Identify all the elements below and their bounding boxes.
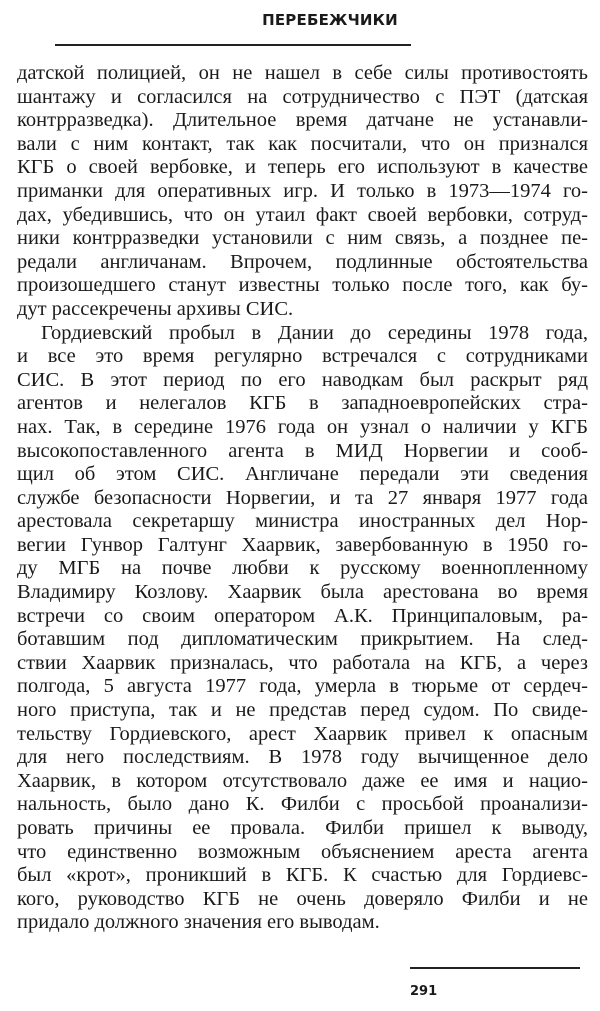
running-header: ПЕРЕБЕЖЧИКИ <box>262 11 398 29</box>
text-line-row <box>17 557 588 581</box>
text-line-row <box>17 133 588 157</box>
text-line: высокопоставленного агента в МИД Норвегии и сооб- <box>17 439 588 462</box>
text-line: контрразведка). Длительное время датчане не устанавли- <box>17 109 588 132</box>
text-line: ствии Хаарвик призналась, что работала на КГБ, а через <box>17 651 588 674</box>
text-line: приманки для оперативных игр. И только в 1973—1974 го- <box>17 179 588 202</box>
text-line-row <box>17 86 588 110</box>
text-line-row <box>17 723 588 747</box>
text-line-row <box>17 227 588 251</box>
text-line: нах. Так, в середине 1976 года он узнал о наличии у КГБ <box>17 415 588 438</box>
text-line-row <box>17 817 588 841</box>
text-line-row <box>17 62 588 86</box>
text-line: нальность, было дано К. Филби с просьбой проанализи- <box>17 793 588 816</box>
paragraph <box>17 62 588 322</box>
text-line: был «крот», проникший в КГБ. К счастью для Гордиевс- <box>17 864 588 887</box>
text-line-row <box>17 510 588 534</box>
text-line-row <box>17 298 588 322</box>
text-line-row <box>17 911 588 935</box>
text-line: произошедшего станут известны только после того, как бу- <box>17 274 588 297</box>
text-line-row <box>17 463 588 487</box>
text-line: и все это время регулярно встречался с сотрудниками <box>17 345 588 368</box>
text-line-row <box>17 369 588 393</box>
text-line-row <box>17 109 588 133</box>
text-line: что единственно возможным объяснением ареста агента <box>17 840 588 863</box>
text-line-row <box>17 770 588 794</box>
text-line: редали англичанам. Впрочем, подлинные обстоятельства <box>17 250 588 273</box>
page-number: 291 <box>410 984 438 999</box>
body-text <box>17 62 588 935</box>
footer-rule <box>410 967 580 969</box>
text-line: СИС. В этот период по его наводкам был раскрыт ряд <box>17 368 588 391</box>
text-line: КГБ о своей вербовке, и теперь его используют в качестве <box>17 156 588 179</box>
text-line-row <box>17 392 588 416</box>
text-line: дут рассекречены архивы СИС. <box>17 297 294 320</box>
text-line-row <box>17 534 588 558</box>
text-line-row <box>17 251 588 275</box>
text-line-row <box>17 204 588 228</box>
text-line-row <box>17 322 588 346</box>
text-line-row <box>17 440 588 464</box>
text-line-row <box>17 652 588 676</box>
text-line: ного приступа, так и не представ перед судом. По свиде- <box>17 699 588 722</box>
text-line-row <box>17 605 588 629</box>
text-line: для него последствиям. В 1978 году вычищенное дело <box>17 746 588 769</box>
text-line: кого, руководство КГБ не очень доверяло Филби и не <box>17 887 588 910</box>
text-line: ники контрразведки установили с ним связь, а позднее пе- <box>17 227 588 250</box>
text-line-row <box>17 274 588 298</box>
text-line: ду МГБ на почве любви к русскому военнопленному <box>17 557 588 580</box>
text-line-row <box>17 416 588 440</box>
text-line: арестовала секретаршу министра иностранных дел Нор- <box>17 510 588 533</box>
text-line: вали с ним контакт, так как посчитали, что он признался <box>17 132 588 155</box>
text-line-row <box>17 864 588 888</box>
text-line: Гордиевский пробыл в Дании до середины 1978 года, <box>41 321 588 344</box>
text-line-row <box>17 581 588 605</box>
text-line-row <box>17 699 588 723</box>
text-line: шантажу и согласился на сотрудничество с ПЭТ (датская <box>17 85 588 108</box>
header-rule <box>55 44 411 46</box>
text-line-row <box>17 345 588 369</box>
text-line: тельству Гордиевского, арест Хаарвик привел к опасным <box>17 722 588 745</box>
text-line: службе безопасности Норвегии, и та 27 января 1977 года <box>17 486 588 509</box>
text-line: ровать причины ее провала. Филби пришел к выводу, <box>17 817 588 839</box>
text-line-row <box>17 841 588 865</box>
text-line-row <box>17 746 588 770</box>
text-line-row <box>17 675 588 699</box>
text-line-row <box>17 793 588 817</box>
text-line-row <box>17 156 588 180</box>
text-line: щил об этом СИС. Англичане передали эти сведения <box>17 463 588 486</box>
text-line: полгода, 5 августа 1977 года, умерла в тюрьме от сердеч- <box>17 675 588 698</box>
text-line: агентов и нелегалов КГБ в западноевропейских стра- <box>17 392 588 415</box>
text-line: встречи со своим оператором А.К. Принципаловым, ра- <box>17 604 588 627</box>
text-line: ботавшим под дипломатическим прикрытием. На след- <box>17 628 588 651</box>
paragraph <box>17 322 588 935</box>
text-line: вегии Гунвор Галтунг Хаарвик, завербованную в 1950 го- <box>17 533 588 556</box>
text-line: Владимиру Козлову. Хаарвик была арестована во время <box>17 581 588 604</box>
text-line-row <box>17 888 588 912</box>
text-line: дах, убедившись, что он утаил факт своей вербовки, сотруд- <box>17 203 588 226</box>
text-line: датской полицией, он не нашел в себе силы противостоять <box>17 62 588 84</box>
text-line-row <box>17 180 588 204</box>
text-line-row <box>17 487 588 511</box>
text-line: придало должного значения его выводам. <box>17 911 380 934</box>
text-line-row <box>17 628 588 652</box>
text-line: Хаарвик, в котором отсутствовало даже ее имя и нацио- <box>17 769 588 792</box>
